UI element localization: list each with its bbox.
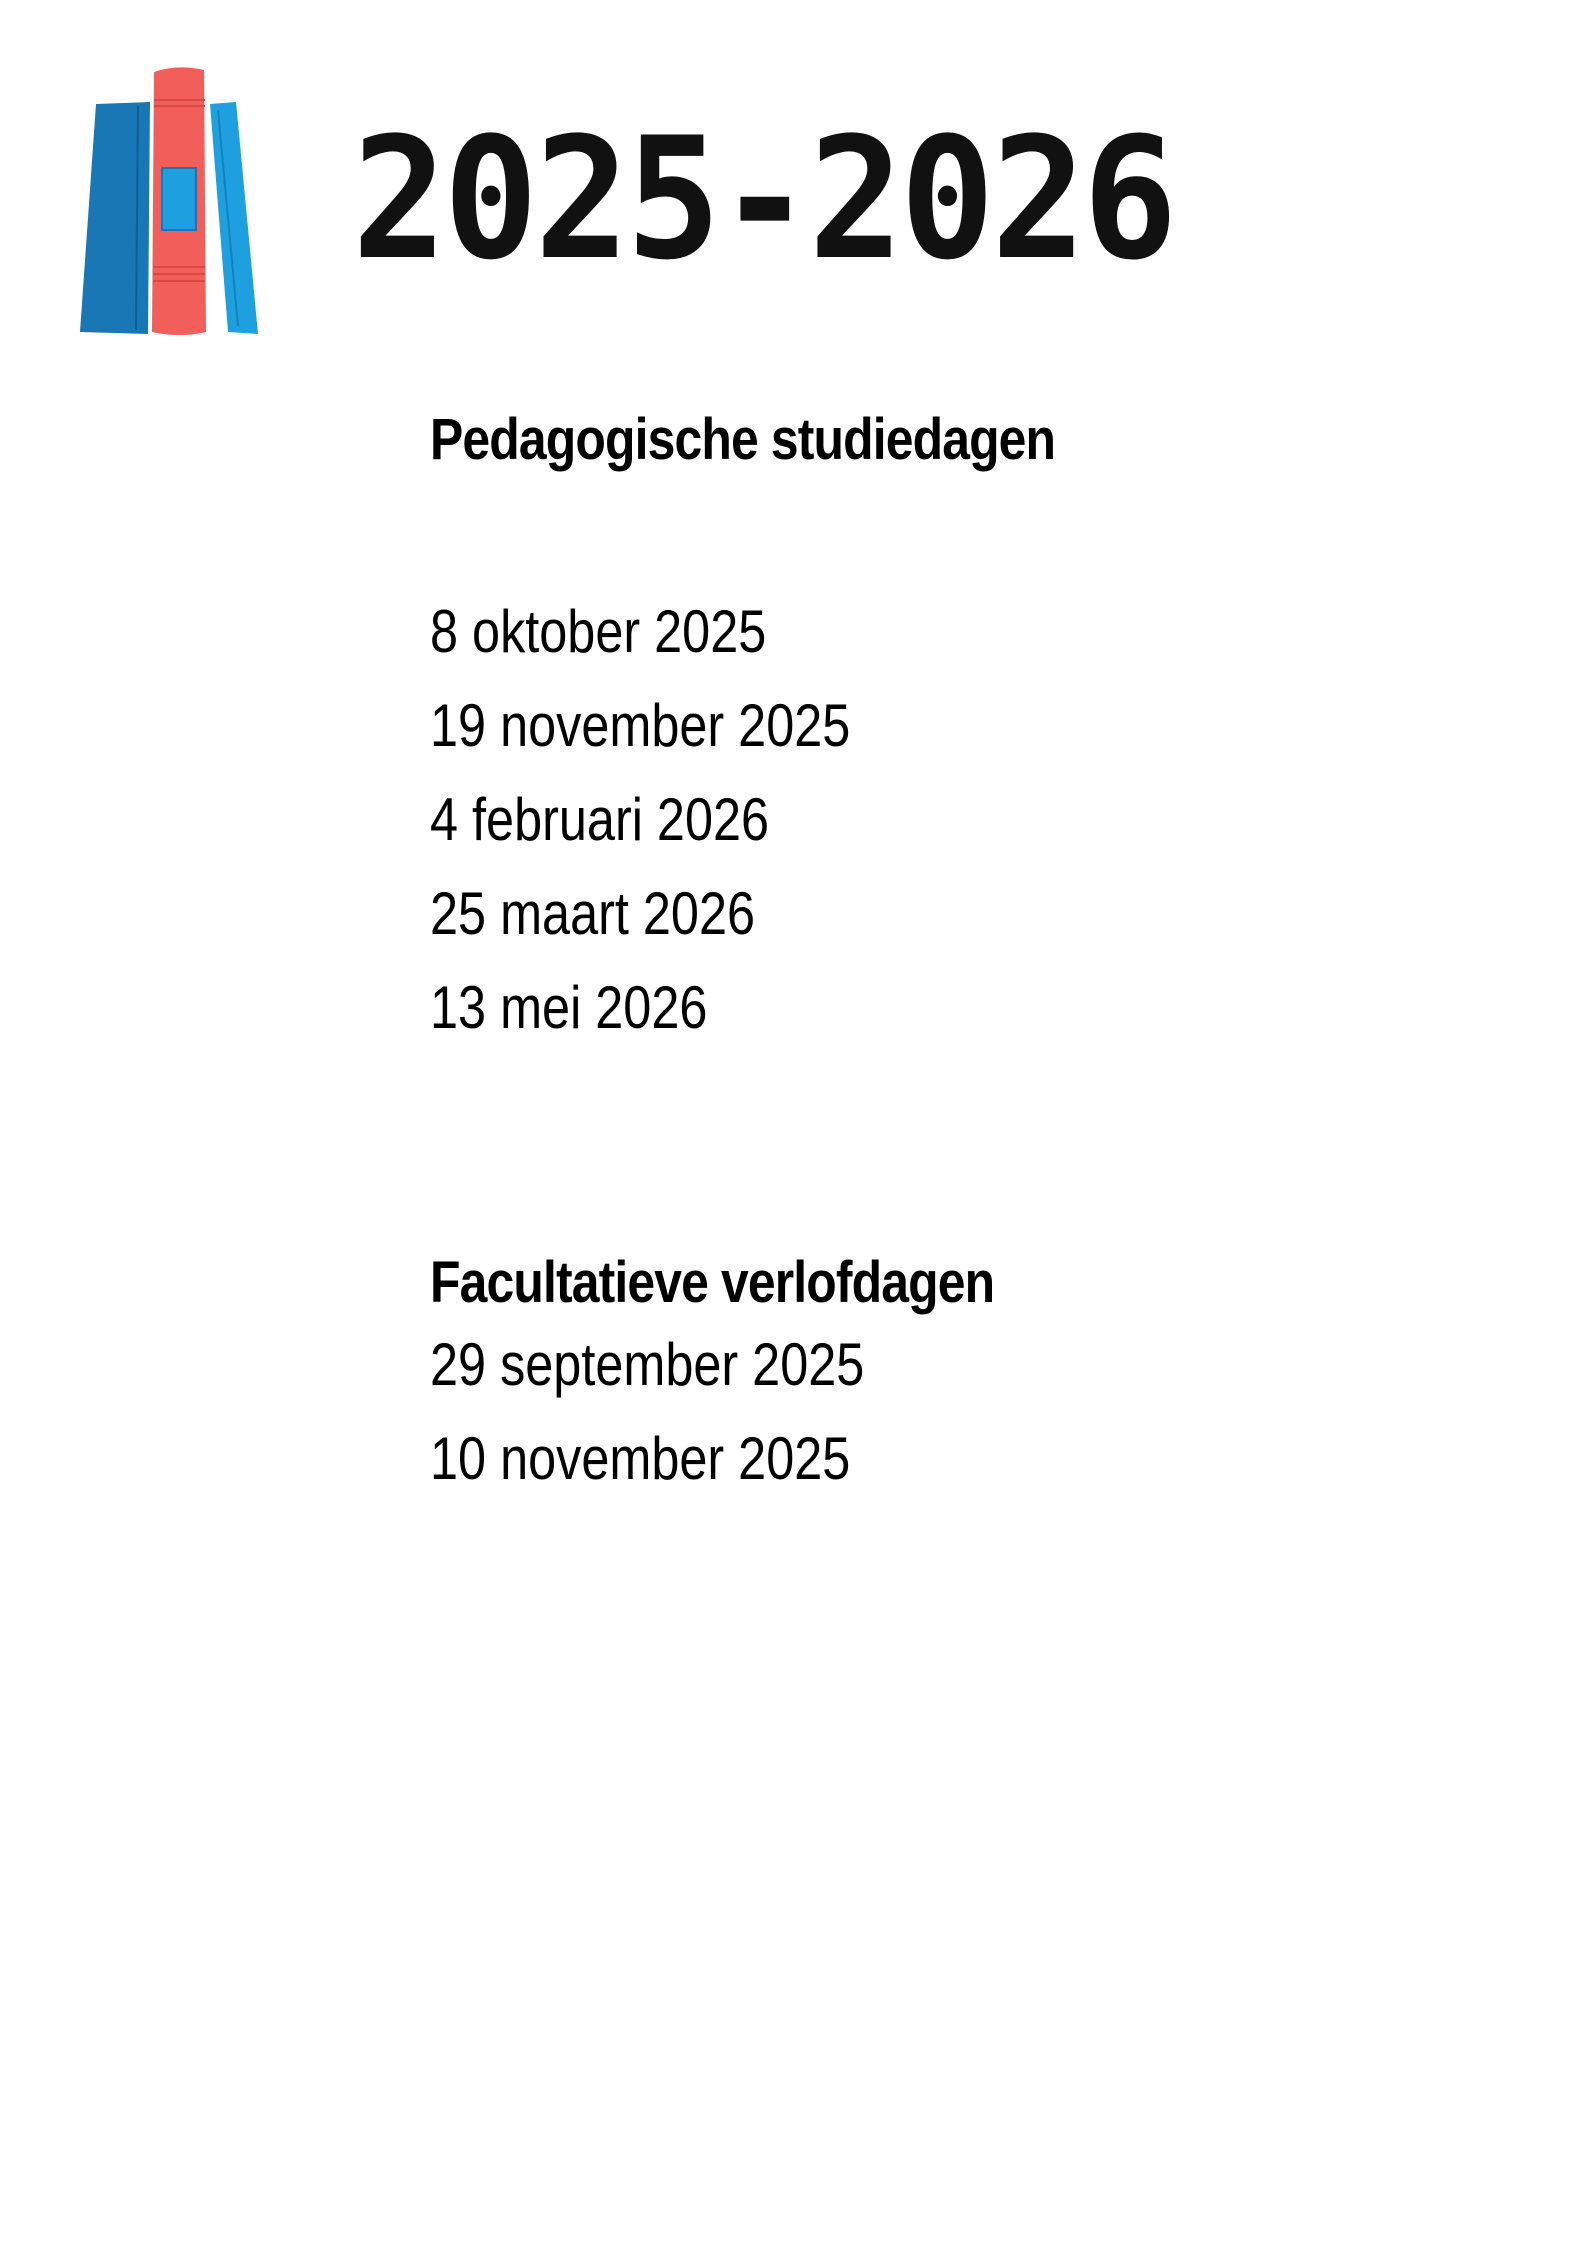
facultatieve-verlofdagen-section — [430, 1248, 1086, 1506]
date-item: 4 februari 2026 — [430, 786, 770, 853]
date-item: 10 november 2025 — [430, 1425, 851, 1492]
books-icon — [78, 62, 262, 340]
date-item: 25 maart 2026 — [430, 880, 756, 947]
section-heading: Pedagogische studiedagen — [430, 407, 1056, 472]
date-item: 8 oktober 2025 — [430, 598, 767, 665]
date-item: 19 november 2025 — [430, 692, 851, 759]
date-item: 29 september 2025 — [430, 1331, 865, 1398]
section-heading: Facultatieve verlofdagen — [430, 1250, 995, 1315]
date-item: 13 mei 2026 — [430, 974, 708, 1041]
date-list — [430, 1318, 1086, 1506]
date-list — [430, 585, 1157, 1055]
pedagogische-studiedagen-section — [430, 405, 1157, 1055]
year-title: 2025-2026 — [352, 101, 1174, 297]
